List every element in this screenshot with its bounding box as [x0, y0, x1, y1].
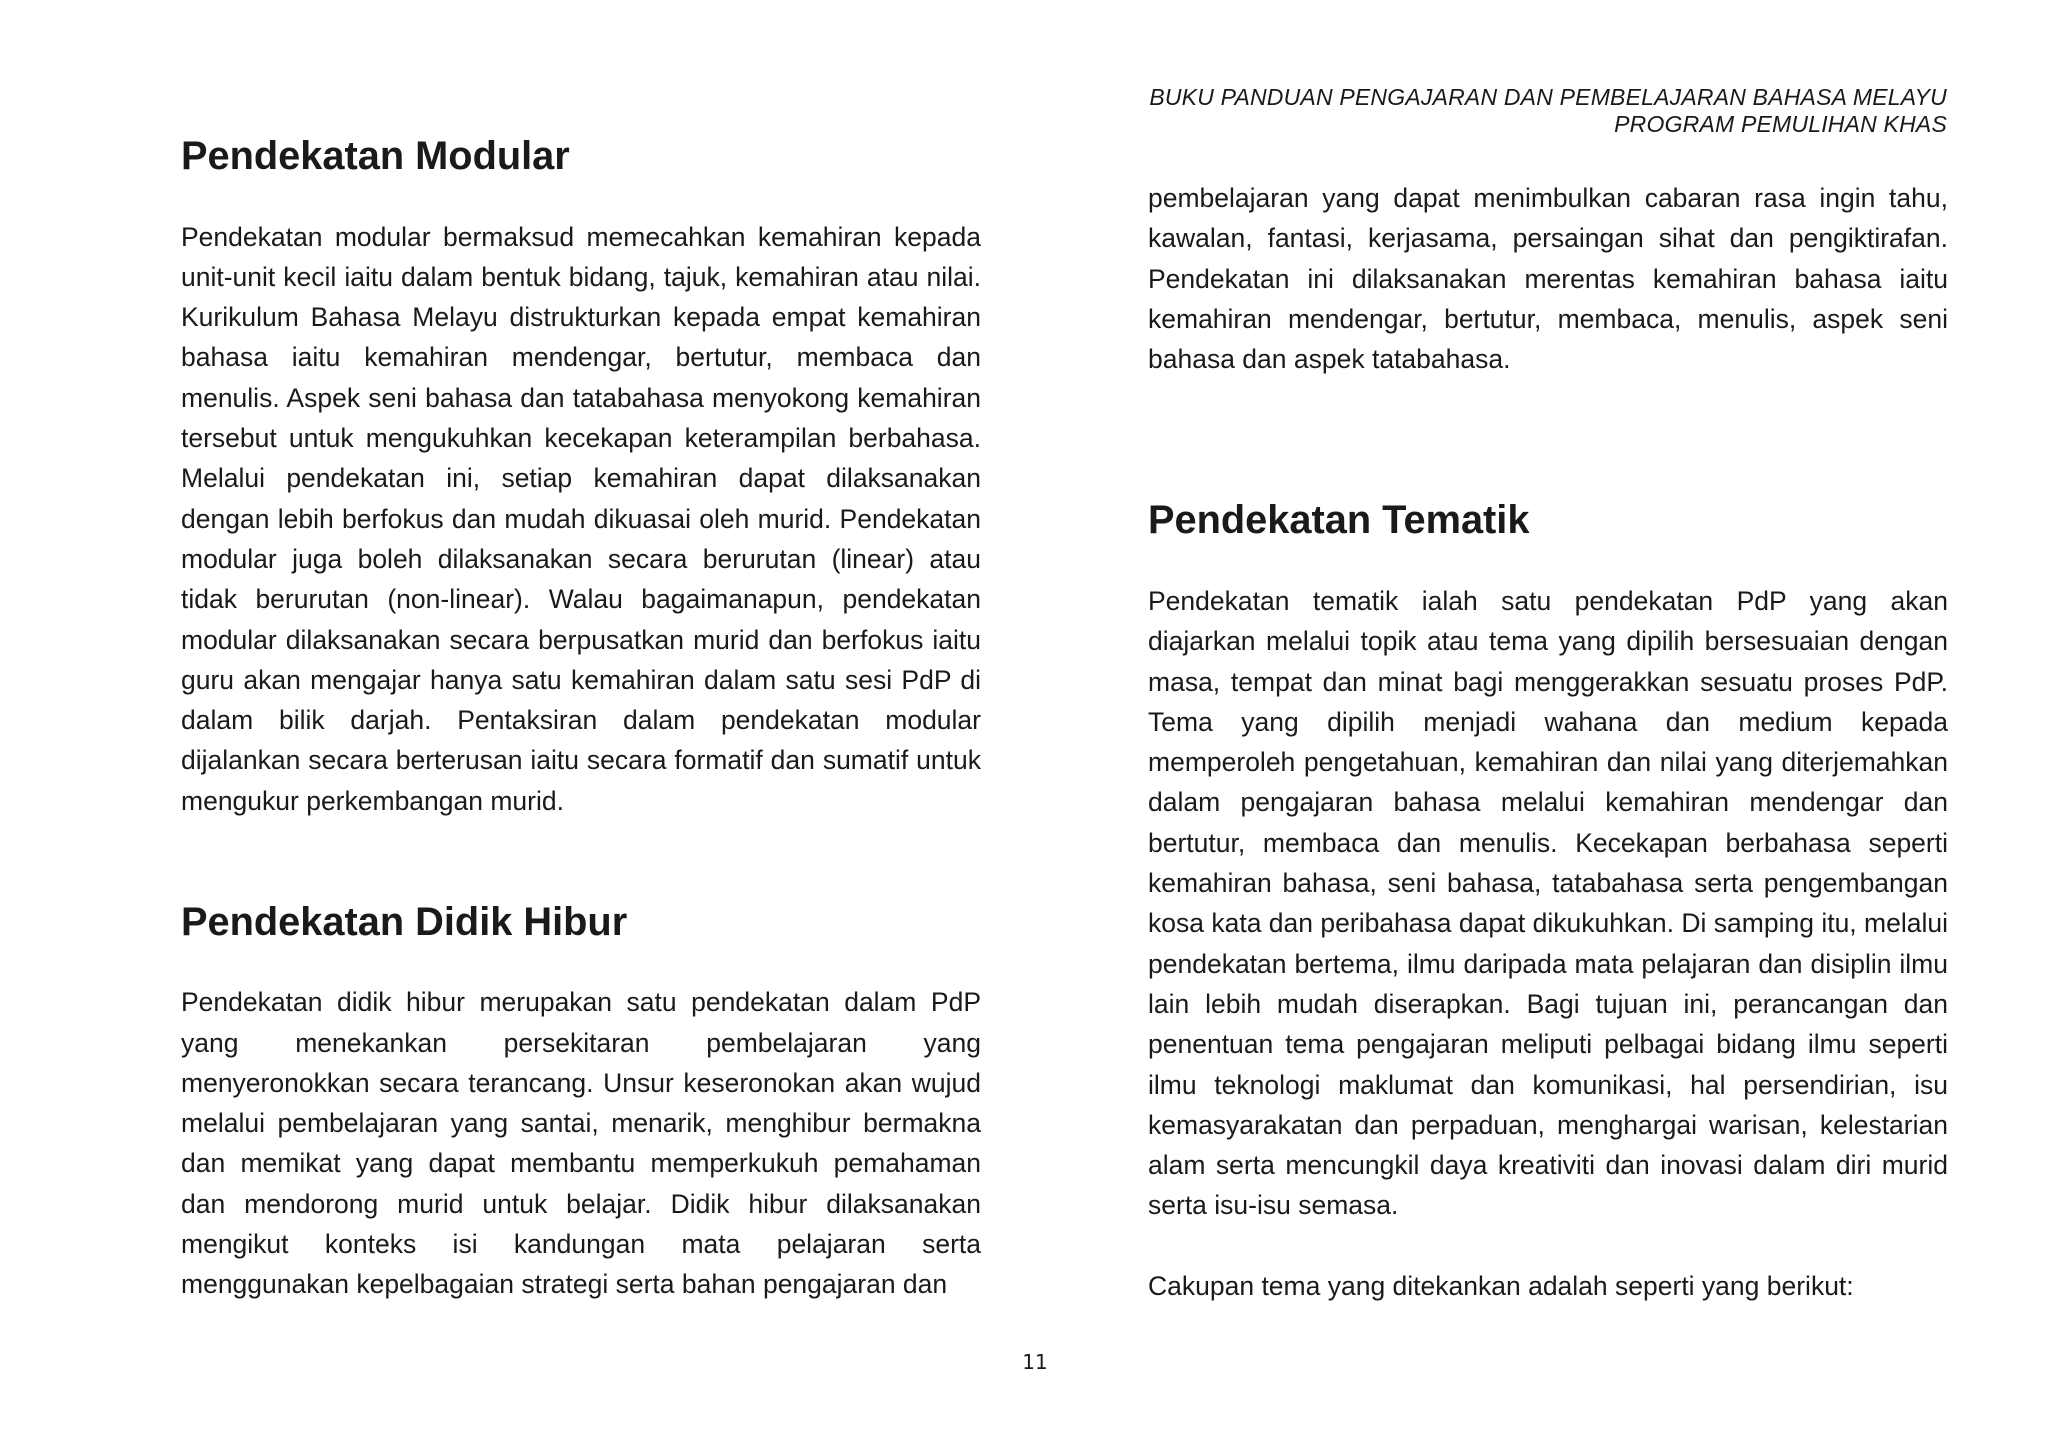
text-line: pendekatan bertema, ilmu daripada mata pelajaran dan disiplin ilmu	[1148, 948, 1948, 979]
text-line: modular dilaksanakan secara berpusatkan murid dan berfokus iaitu	[181, 624, 981, 655]
text-line: kosa kata dan peribahasa dapat dikukuhkan. Di samping itu, melalui	[1148, 908, 1948, 939]
text-line: serta isu-isu semasa.	[1148, 1190, 1399, 1221]
text-line: modular juga boleh dilaksanakan secara berurutan (linear) atau	[181, 543, 981, 574]
text-line: guru akan mengajar hanya satu kemahiran dalam satu sesi PdP di	[181, 664, 981, 695]
text-line: ilmu teknologi maklumat dan komunikasi, hal persendirian, isu	[1148, 1069, 1948, 1100]
text-line: bahasa iaitu kemahiran mendengar, bertutur, membaca dan	[181, 342, 981, 373]
text-line: Tema yang dipilih menjadi wahana dan medium kepada	[1148, 706, 1948, 737]
text-line: Pendekatan tematik ialah satu pendekatan PdP yang akan	[1148, 585, 1948, 616]
text-line: alam serta mencungkil daya kreativiti dan inovasi dalam diri murid	[1148, 1150, 1948, 1181]
text-line: Pendekatan modular bermaksud memecahkan kemahiran kepada	[181, 221, 981, 252]
text-line: menulis. Aspek seni bahasa dan tatabahasa menyokong kemahiran	[181, 382, 981, 413]
paragraph-didik-hibur-continued	[1148, 178, 1948, 379]
text-line: mengikut konteks isi kandungan mata pelajaran serta	[181, 1229, 981, 1260]
header-line-1: BUKU PANDUAN PENGAJARAN DAN PEMBELAJARAN BAHASA MELAYU	[1149, 84, 1947, 110]
text-line: lain lebih mudah diserapkan. Bagi tujuan ini, perancangan dan	[1148, 988, 1948, 1019]
text-line: pembelajaran yang dapat menimbulkan cabaran rasa ingin tahu,	[1148, 183, 1948, 213]
right-column	[1148, 178, 1948, 1306]
section-heading-modular: Pendekatan Modular	[181, 134, 570, 178]
running-header	[847, 84, 1947, 138]
text-line: Cakupan tema yang ditekankan adalah seperti yang berikut:	[1148, 1271, 1854, 1302]
text-line: kemahiran mendengar, bertutur, membaca, menulis, aspek seni	[1148, 303, 1948, 334]
text-line: mengukur perkembangan murid.	[181, 785, 564, 816]
text-line: dan mendorong murid untuk belajar. Didik hibur dilaksanakan	[181, 1188, 981, 1219]
left-column	[181, 136, 981, 1305]
paragraph-closing	[1148, 1266, 1948, 1306]
text-line: Melalui pendekatan ini, setiap kemahiran dapat dilaksanakan	[181, 463, 981, 494]
header-line-2: PROGRAM PEMULIHAN KHAS	[1614, 111, 1947, 137]
text-line: dalam bilik darjah. Pentaksiran dalam pendekatan modular	[181, 705, 981, 736]
text-line: masa, tempat dan minat bagi menggerakkan sesuatu proses PdP.	[1148, 666, 1948, 697]
text-line: penentuan tema pengajaran meliputi pelbagai bidang ilmu seperti	[1148, 1029, 1948, 1060]
text-line: dan memikat yang dapat membantu memperkukuh pemahaman	[181, 1148, 981, 1179]
text-line: memperoleh pengetahuan, kemahiran dan nilai yang diterjemahkan	[1148, 747, 1948, 778]
text-line: kemahiran bahasa, seni bahasa, tatabahasa serta pengembangan	[1148, 868, 1948, 899]
text-line: menggunakan kepelbagaian strategi serta bahan pengajaran dan	[181, 1269, 948, 1300]
text-line: dalam pengajaran bahasa melalui kemahiran mendengar dan	[1148, 787, 1948, 818]
text-line: tidak berurutan (non-linear). Walau bagaimanapun, pendekatan	[181, 584, 981, 615]
text-line: kemasyarakatan dan perpaduan, menghargai warisan, kelestarian	[1148, 1109, 1948, 1140]
text-line: diajarkan melalui topik atau tema yang dipilih bersesuaian dengan	[1148, 626, 1948, 657]
text-line: menyeronokkan secara terancang. Unsur keseronokan akan wujud	[181, 1067, 981, 1098]
text-line: dengan lebih berfokus dan mudah dikuasai oleh murid. Pendekatan	[181, 503, 981, 534]
text-line: Pendekatan didik hibur merupakan satu pendekatan dalam PdP	[181, 987, 981, 1018]
text-line: tersebut untuk mengukuhkan kecekapan keterampilan berbahasa.	[181, 423, 981, 454]
paragraph-didik-hibur	[181, 982, 981, 1304]
text-line: bahasa dan aspek tatabahasa.	[1148, 344, 1511, 375]
text-line: Pendekatan ini dilaksanakan merentas kemahiran bahasa iaitu	[1148, 263, 1948, 294]
text-line: Kurikulum Bahasa Melayu distrukturkan kepada empat kemahiran	[181, 302, 981, 333]
section-heading-tematik: Pendekatan Tematik	[1148, 498, 1530, 543]
text-line: unit-unit kecil iaitu dalam bentuk bidang, tajuk, kemahiran atau nilai.	[181, 261, 981, 292]
text-line: melalui pembelajaran yang santai, menarik, menghibur bermakna	[181, 1108, 981, 1139]
page-number: 11	[1022, 1350, 1048, 1374]
text-line: dijalankan secara berterusan iaitu secara formatif dan sumatif untuk	[181, 745, 981, 776]
text-line: bertutur, membaca dan menulis. Kecekapan berbahasa seperti	[1148, 827, 1948, 858]
paragraph-modular	[181, 217, 981, 821]
text-line: yang menekankan persekitaran pembelajaran yang	[181, 1027, 981, 1058]
text-line: kawalan, fantasi, kerjasama, persaingan sihat dan pengiktirafan.	[1148, 223, 1948, 254]
section-heading-didik-hibur: Pendekatan Didik Hibur	[181, 899, 628, 944]
paragraph-tematik	[1148, 581, 1948, 1226]
